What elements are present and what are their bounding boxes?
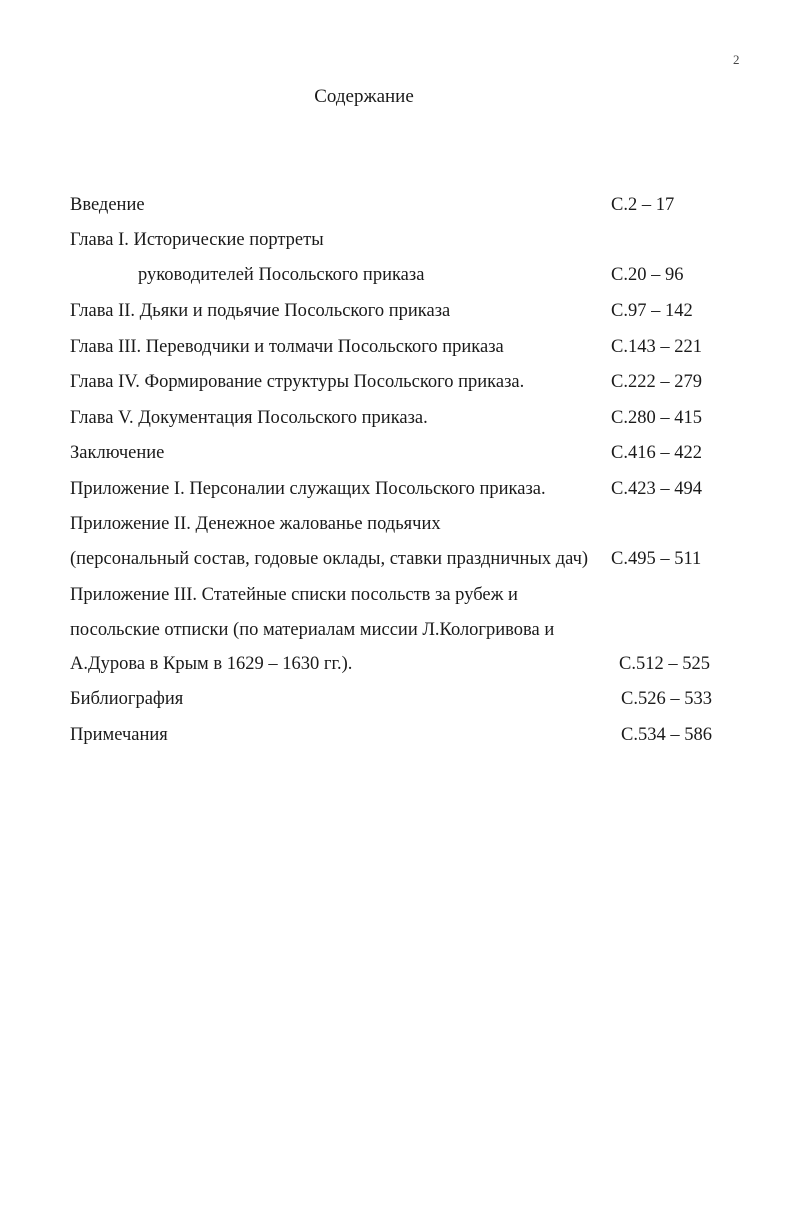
toc-entry-chapter-1: Глава I. Исторические портреты — [70, 230, 324, 250]
toc-entry-chapter-4: Глава IV. Формирование структуры Посольского приказа. — [70, 372, 525, 392]
toc-entry-chapter-3: Глава III. Переводчики и толмачи Посольского приказа — [70, 337, 504, 357]
toc-entry-appendix-2-cont: (персональный состав, годовые оклады, ставки праздничных дач) — [70, 549, 589, 569]
toc-entry-bibliography: Библиография — [70, 689, 184, 709]
toc-entry-chapter-1-cont: руководителей Посольского приказа — [138, 265, 425, 285]
toc-pages-chapter-3: С.143 – 221 — [611, 337, 702, 357]
toc-entry-chapter-5: Глава V. Документация Посольского приказа. — [70, 408, 428, 428]
toc-pages-introduction: С.2 – 17 — [611, 195, 675, 215]
page-title: Содержание — [314, 86, 414, 107]
toc-entry-appendix-1: Приложение I. Персоналии служащих Посольского приказа. — [70, 479, 546, 499]
toc-entry-chapter-2: Глава II. Дьяки и подьячие Посольского приказа — [70, 301, 451, 321]
toc-pages-bibliography: С.526 – 533 — [621, 689, 712, 709]
toc-pages-appendix-2: С.495 – 511 — [611, 549, 702, 569]
toc-pages-chapter-1: С.20 – 96 — [611, 265, 684, 285]
toc-entry-appendix-2: Приложение II. Денежное жалованье подьячих — [70, 514, 441, 534]
toc-pages-chapter-4: С.222 – 279 — [611, 372, 702, 392]
toc-entry-notes: Примечания — [70, 725, 168, 745]
page-number: 2 — [733, 52, 740, 67]
toc-pages-chapter-5: С.280 – 415 — [611, 408, 702, 428]
toc-pages-appendix-1: С.423 – 494 — [611, 479, 702, 499]
toc-pages-notes: С.534 – 586 — [621, 725, 712, 745]
toc-pages-conclusion: С.416 – 422 — [611, 443, 702, 463]
toc-entry-appendix-3: Приложение III. Статейные списки посольств за рубеж и — [70, 585, 518, 605]
toc-pages-chapter-2: С.97 – 142 — [611, 301, 693, 321]
toc-entry-conclusion: Заключение — [70, 443, 165, 463]
toc-pages-appendix-3: С.512 – 525 — [619, 654, 710, 674]
toc-entry-introduction: Введение — [70, 195, 145, 215]
toc-entry-appendix-3-cont-1: посольские отписки (по материалам миссии Л.Кологривова и — [70, 620, 555, 640]
toc-entry-appendix-3-cont-2: А.Дурова в Крым в 1629 – 1630 гг.). — [70, 654, 353, 674]
